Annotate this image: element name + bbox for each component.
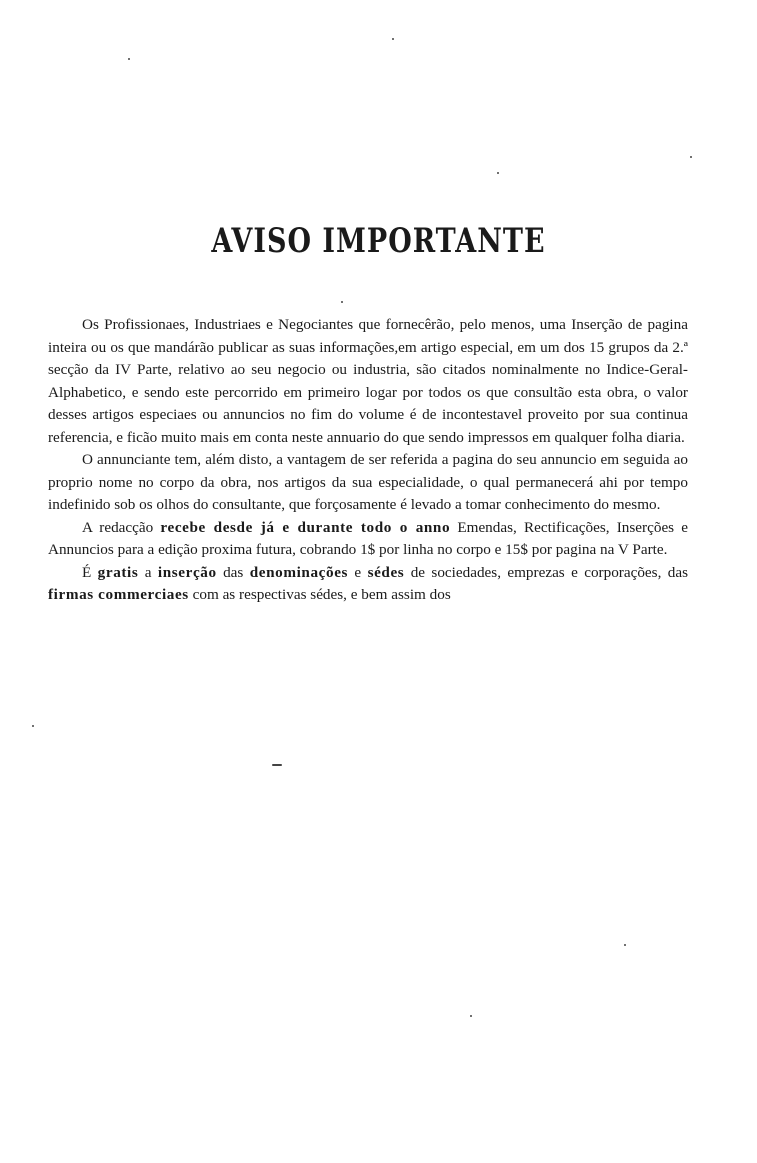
paragraph-text: das bbox=[216, 563, 250, 581]
scan-speck bbox=[392, 38, 394, 40]
paragraph-2 bbox=[48, 449, 688, 517]
paragraph-text: e bbox=[348, 563, 368, 581]
paragraph-text: O annunciante tem, além disto, a vantagem de ser referida a pagina do seu annuncio em seguida ao proprio nome no corpo da obra, nos artigos da sua especialidade, o qual permanecerá ahi por tempo indefinido sob os olhos do consultante, que forçosamente é levado a tomar conhecimento do mesmo. bbox=[48, 451, 688, 513]
scan-speck bbox=[32, 725, 34, 727]
scan-speck bbox=[624, 944, 626, 946]
paragraph-3 bbox=[48, 517, 688, 562]
scan-speck bbox=[470, 1015, 472, 1017]
scan-speck bbox=[497, 172, 499, 174]
scan-speck bbox=[128, 58, 130, 60]
emphasis-text: recebe desde já e durante todo o anno bbox=[160, 518, 451, 536]
paragraph-text: Os Profissionaes, Industriaes e Negociantes que fornecêrão, pelo menos, uma Inserção de pagina inteira ou os que mandárão publicar as suas informações,em artigo especial, em um dos 15 grupos da 2.ª secção da IV Parte, relativo ao seu negocio ou industria, são citados nominalmente no Indice-Geral-Alphabetico, e sendo este percorrido em primeiro logar por todos os que consultão esta obra, o valor desses artigos especiaes ou annuncios no fim do volume é de incontestavel proveito por sua continua referencia, e ficão muito mais em conta neste annuario do que sendo impressos em qualquer folha diaria. bbox=[48, 316, 688, 446]
scan-speck bbox=[272, 764, 282, 766]
emphasis-text: gratis bbox=[97, 563, 139, 581]
paragraph-4 bbox=[48, 562, 688, 607]
paragraph-text: É bbox=[82, 563, 98, 581]
scan-speck bbox=[341, 301, 343, 303]
paragraph-text: Emendas, Rectificações, Inserções e Annuncios para a edição proxima futura, cobrando 1$ por linha no corpo e 15$ por pagina na V Parte. bbox=[48, 518, 688, 558]
emphasis-text: inserção bbox=[157, 563, 217, 581]
notice-body bbox=[48, 314, 688, 607]
paragraph-text: com as respectivas sédes, e bem assim dos bbox=[188, 586, 451, 603]
page-title: AVISO IMPORTANTE bbox=[211, 222, 546, 261]
paragraph-1 bbox=[48, 314, 688, 449]
scan-speck bbox=[690, 156, 692, 158]
emphasis-text: sédes bbox=[367, 563, 405, 581]
emphasis-text: denominações bbox=[249, 563, 349, 581]
paragraph-text: de sociedades, emprezas e corporações, das bbox=[404, 563, 689, 581]
paragraph-text: A redacção bbox=[82, 518, 161, 536]
paragraph-text: a bbox=[138, 563, 158, 581]
emphasis-text: firmas commerciaes bbox=[48, 586, 189, 603]
